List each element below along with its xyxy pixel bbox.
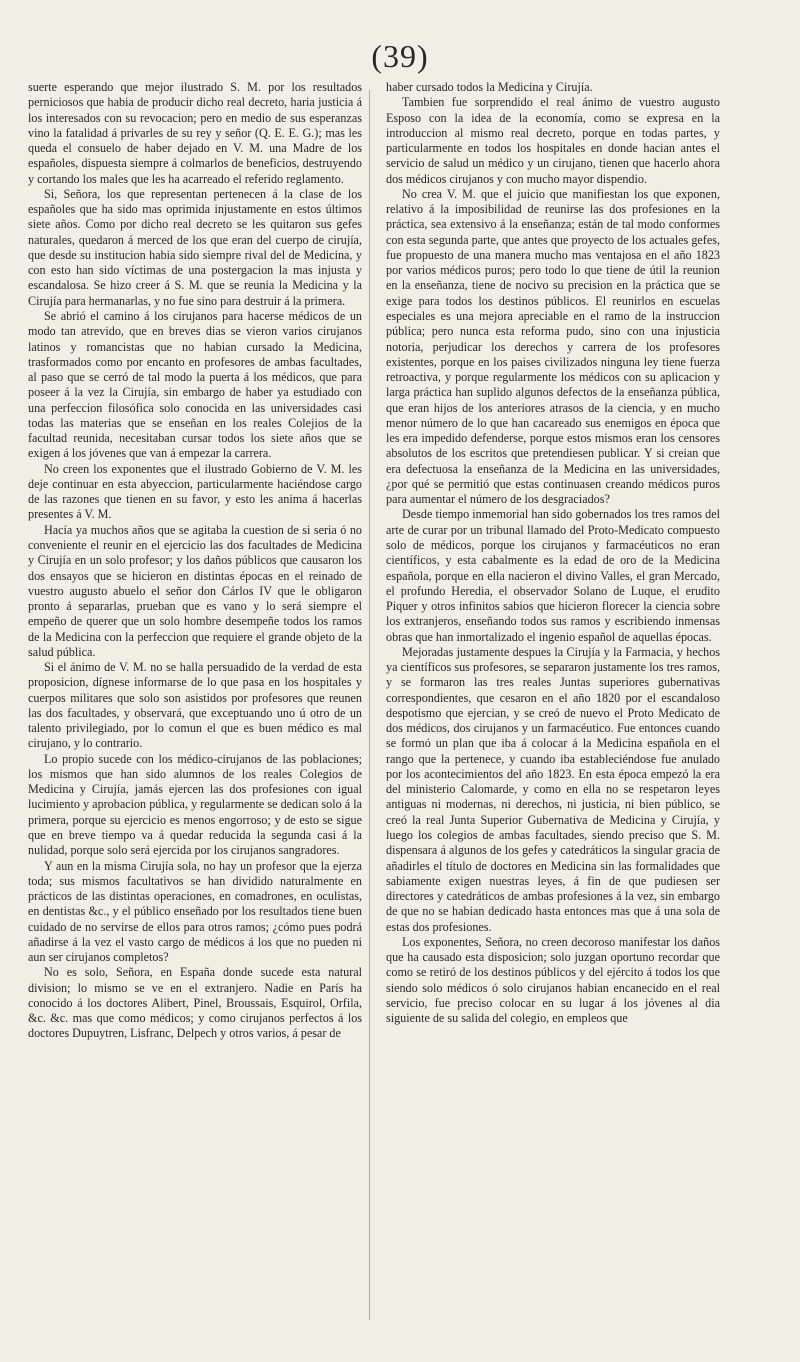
paragraph: Hacía ya muchos años que se agitaba la cuestion de si seria ó no conveniente el reunir en el ejercicio las dos facultades de Medicina y Cirujía en un solo profesor; y los daños públicos que causaron los dos ensayos que se hicieron en distintas épocas en el reinado de vuestro augusto abuelo el señor don Cárlos IV que le obligaron pronto á separarlas, prueban que es vano y lo será siempre el empeño de querer que un solo hombre desempeñe todos los ramos de la Medicina con la perfeccion que requiere el grande objeto de la salud pública.	[28, 522, 362, 659]
paragraph: No crea V. M. que el juicio que manifiestan los que exponen, relativo á la imposibilidad de reunirse las dos profesiones en la práctica, sea extensivo á la enseñanza; están de tal modo conformes con esta segunda parte, que antes que proyecto de los actuales gefes, fue propuesto de una manera mucho mas ventajosa en el año 1823 por varios médicos puros; pero todo lo que tiene de útil la reunion en la enseñanza, tiene de nocivo su precision en la práctica que se exige para todos los destinos públicos. El reunirlos en escuelas especiales es una mejora apreciable en el ramo de la instruccion pública; pero nunca esta reforma pudo, sino con una injusticia notoria, perjudicar los derechos y carrera de los profesores existentes, porque en los paises civilizados ninguna ley tiene fuerza retroactiva, y porque regularmente los médicos con su aplicacion y larga práctica han suplido algunos defectos de la enseñanza pública, que eran hijos de los anteriores atrasos de la ciencia, y en mucho menor número de lo que han cacareado sus enemigos en época que les era impedido defenderse, porque estos mismos eran los censores absolutos de los escritos que pretendiesen publicar. Y si creian que era defectuosa la enseñanza de la Medicina en las universidades, ¿por qué se permitió que estas continuasen creando médicos puros para aumentar el número de los desgraciados?	[386, 186, 720, 507]
paragraph: No es solo, Señora, en España donde sucede esta natural division; lo mismo se ve en el extranjero. Nadie en París ha conocido á los doctores Alibert, Pinel, Broussais, Esquirol, Orfila, &c. &c. mas que como médicos; y como cirujanos perfectos á los doctores Dupuytren, Lisfranc, Delpech y otros varios, á pesar de	[28, 965, 362, 1041]
paragraph: Si el ánimo de V. M. no se halla persuadido de la verdad de esta proposicion, dígnese informarse de lo que pasa en los hospitales y cuerpos militares que solo son asistidos por profesores que reunen las dos facultades, y observará, que exceptuando uno ú otro de un talento privilegiado, por lo comun el que es buen médico es mal cirujano, y lo contrario.	[28, 660, 362, 751]
paragraph: Lo propio sucede con los médico-cirujanos de las poblaciones; los mismos que han sido alumnos de los reales Colegios de Medicina y Cirujía, jamás ejercen las dos profesiones con igual lucimiento y aprobacion pública, y regularmente se dedican solo á la primera, porque su ejercicio es menos engorroso; y de esto se sigue que en breve tiempo va á quedar reducida la segunda casi á la nulidad, porque solo será ejercida por los cirujanos sangradores.	[28, 751, 362, 858]
paragraph: Los exponentes, Señora, no creen decoroso manifestar los daños que ha causado esta disposicion; solo juzgan oportuno recordar que como se retiró de los destinos públicos y del ejército á todos los que siendo solo médicos ó solo cirujanos habian encanecido en el real servicio, fue preciso colocar en su lugar á los jóvenes al dia siguiente de su salida del colegio, en empleos que	[386, 934, 720, 1026]
paragraph: suerte esperando que mejor ilustrado S. M. por los resultados perniciosos que habia de producir dicho real decreto, haria justicia á los interesados con su revocacion; pero en medio de sus esperanzas vino la fatalidad á privarles de su rey y señor (Q. E. E. G.); mas les queda el consuelo de haber dejado en V. M. una Madre de los españoles, dispuesta siempre á colmarlos de beneficios, destruyendo y cortando los males que les ha acarreado el referido reglamento.	[28, 80, 362, 186]
right-column	[386, 80, 720, 1026]
page-number: (39)	[371, 38, 429, 74]
paragraph: No creen los exponentes que el ilustrado Gobierno de V. M. les deje continuar en esta abyeccion, particularmente haciéndose cargo de las razones que tienen en su favor, y esto les anima á hacerlas presentes á V. M.	[28, 461, 362, 522]
left-column	[28, 80, 362, 1042]
paragraph: Se abrió el camino á los cirujanos para hacerse médicos de un modo tan atrevido, que en breves dias se vieron varios cirujanos latinos y romancistas que no habian cursado la Medicina, trasformados como por encanto en profesores de ambas facultades, al paso que se cerró de tal modo la puerta á los médicos, que para poseer á la vez la Cirujía, sin embargo de haber ya estudiado con una perfeccion filosófica solo conocida en las universidades casi todas las materias que se enseñan en los reales Colejios de la facultad reunida, necesitaban cursar todos los siete años que se exigen á los jóvenes que van á empezar la carrera.	[28, 308, 362, 461]
column-divider	[369, 90, 370, 1320]
paragraph: haber cursado todos la Medicina y Cirujía.	[386, 80, 593, 94]
paragraph: Si, Señora, los que representan pertenecen á la clase de los españoles que ha sido mas oprimida injustamente en estos últimos siete años. Como por dicho real decreto se les quitaron sus gefes naturales, quedaron á merced de los que eran del cuerpo de cirujía, que desde su institucion habia sido siempre rival del de Medicina, y con esto han sido víctimas de una postergacion la mas injusta y escandalosa. Se hizo creer á S. M. que se reunia la Medicina y la Cirujía para hermanarlas, y no fue sino para destruir á la primera.	[28, 186, 362, 308]
paragraph: Mejoradas justamente despues la Cirujía y la Farmacia, y hechos ya científicos sus profesores, se separaron justamente los tres ramos, y se formaron las tres reales Juntas superiores gubernativas correspondientes, que cesaron en el año 1820 por el escandaloso despotismo que ejercian, y se creó de nuevo el Proto Medicato de dos médicos, dos cirujanos y un farmacéutico. Fue entonces cuando se formó un plan que iba á colocar á la Medicina española en el rango que la pertenece, y cuando iba estableciéndose fue anulado por los acontecimientos del año 1823. En esta época empezó la era del ministerio Calomarde, y como en ella no se respetaron leyes antiguas ni modernas, ni derechos, ni justicia, ni bien público, se creó la real Junta Superior Gubernativa de Medicina y Cirujía, y luego los colegios de ambas facultades, siendo preciso que S. M. dispensara á algunos de los gefes y catedráticos la singular gracia de añadirles el título de doctores en Medicina sin las formalidades que sabiamente exigen nuestras leyes, á fin de que pudiesen ser directores y catedráticos de ambas profesiones á la vez, sin embargo de que no se habian dedicado hasta entonces mas que á una sola de estas dos profesiones.	[386, 644, 720, 934]
paragraph: Y aun en la misma Cirujía sola, no hay un profesor que la ejerza toda; sus mismos facultativos se han dividido naturalmente en prácticos de las distintas operaciones, en comadrones, en oculistas, en dentistas &c., y el público enseñado por los resultados tiene buen cuidado de no servirse de ellos para otros ramos; ¿cómo pues podrá añadirse á la vez el vasto cargo de médicos á los que no pueden ni aun ser cirujanos completos?	[28, 858, 362, 965]
paragraph: Desde tiempo inmemorial han sido gobernados los tres ramos del arte de curar por un tribunal llamado del Proto-Medicato compuesto solo de médicos, porque los cirujanos y farmacéuticos no eran científicos, y esta cabalmente es la edad de oro de la Medicina española, porque en ella nacieron el divino Valles, el gran Mercado, el profundo Heredia, el observador Solano de Luque, el erudito Piquer y otros infinitos sabios que hicieron florecer la ciencia sobre los extranjeros, enseñando todos sus ramos y escribiendo inmensas obras que han inmortalizado el ingenio español de aquellas épocas.	[386, 507, 720, 644]
paragraph: Tambien fue sorprendido el real ánimo de vuestro augusto Esposo con la idea de la economía, como se expresa en la introduccion al mismo real decreto, porque en todas partes, y particularmente en todos los hospitales en donde hacian antes el servicio de salud un médico y un cirujano, tienen que hacerlo ahora dos médicos cirujanos y con mucho mayor dispendio.	[386, 95, 720, 186]
